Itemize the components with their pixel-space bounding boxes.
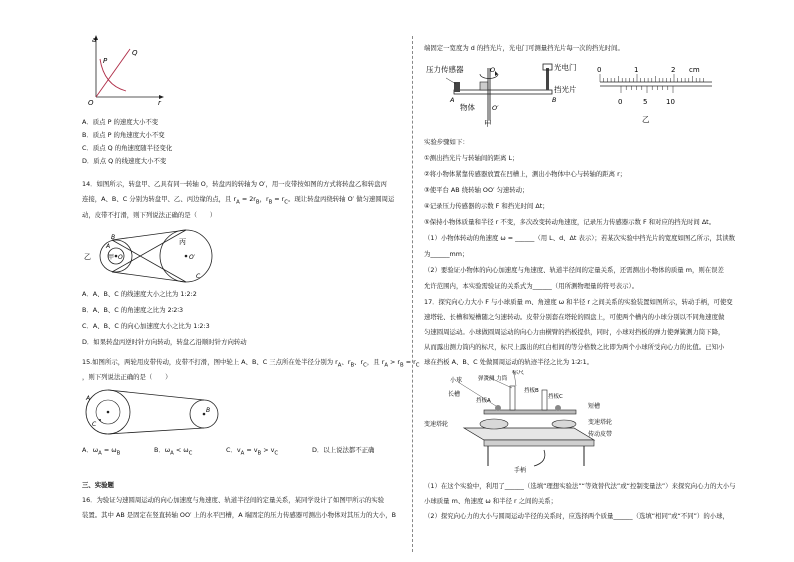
vernier-scale-ticks [621,86,673,93]
label-a: A [450,96,455,104]
label-belt: 传动皮带 [588,431,613,438]
label-jia: 甲 [108,254,115,261]
q14-option-c: C．A、B、C 的向心加速度大小之比为 1:2:3 [82,322,210,330]
main-scale-2: 2 [671,66,676,74]
label-a: A [86,395,91,402]
q15-stem-line2: ，则下列说法正确的是（ ） [82,373,172,381]
q13-option-a: A．质点 P 的速度大小不变 [82,118,159,126]
label-ball: 小球 [450,377,463,384]
label-obj: 物体 [460,103,475,112]
q14-option-b: B．A、B、C 的角速度之比为 2∶2∶3 [82,306,184,314]
x-axis-label: r [158,99,161,107]
vernier-scale-0: 0 [618,98,623,106]
q17-stem-line5: 球在挡板 A、B、C 处做圆周运动的轨迹半径之比为 1∶2∶1。 [424,358,594,366]
label-sensor: 压力传感器 [426,65,464,74]
q16-step-4: ④记录压力传感器的示数 F 和挡光时间 Δt； [424,202,549,210]
q17-stem-line4: 从而露出测力筒内的标尺，标尺上露出的红白相间的等分格数之比即为两个小球所受向心力的比值。已知小 [424,343,725,351]
q16-step-3: ③使平台 AB 绕转轴 OO′ 匀速转动； [424,186,529,194]
q17-stem-line3: 匀速圆周运动。小球做圆周运动的向心力由横臂的挡板提供，同时，小球对挡板的弹力使弹簧测力筒下降， [424,328,725,336]
y-axis-label: a [92,36,97,44]
main-scale-1: 1 [634,66,639,74]
label-yi: 乙 [642,115,650,124]
label-gate: 光电门 [554,63,576,72]
vernier-scale-10: 10 [666,98,675,106]
q16-step-5: ⑤保持小物体质量和半径 r 不变，多次改变转动角速度，记录压力传感器示数 F 和对应的挡光时间 Δt。 [424,218,716,226]
origin-label: O [88,99,94,107]
q16-apparatus-figure [426,58,576,128]
label-blade: 挡光片 [554,85,576,94]
label-yi: 乙 [84,253,91,261]
vernier-scale-5: 5 [643,98,648,106]
main-scale-ticks [600,74,704,82]
label-ruler: 标尺 [512,370,525,376]
q15-option-a: A．$\omega_A = \omega_B$ [82,446,121,457]
q13-option-d: D．质点 Q 的线速度大小不变 [82,157,167,165]
label-a: A [106,243,111,250]
q17-sub1-line1: （1）在这个实验中，利用了______（选填“理想实验法”“等效替代法”或“控制变量法”）来探究向心力的大小与 [424,482,736,490]
q16-sub2-line2: 允许范围内，本实验需验证的关系式为______（用所测物理量的符号表示）。 [424,282,639,290]
main-scale-unit: cm [689,66,700,74]
label-b: B [552,96,557,104]
label-short: 短槽 [588,403,601,410]
q16-step-1: ①测出挡光片与转轴间的距离 L； [424,154,519,162]
label-slot-long: 长槽 [448,391,461,398]
q16-sub2-line1: （2）要验证小物体的向心加速度与角速度、轨道半径间的定量关系，还需测出小物体的质量 m，则在误差 [424,266,724,274]
label-b: B [111,234,116,241]
q17-stem-line1: 17．探究向心力大小 F 与小球质量 m、角速度 ω 和半径 r 之间关系的实验装置如图所示，转动手柄，可使变 [424,298,733,306]
curve-q-label: Q [132,49,138,57]
label-o: O [118,254,123,261]
curve-q-line [96,49,130,97]
label-b: B [206,407,211,414]
q13-option-b: B．质点 P 的角速度大小不变 [82,131,165,139]
label-bing: 丙 [179,238,186,246]
q15-stem-line1: 15.如图所示，两轮用皮带传动，皮带不打滑，图中轮上 A、B、C 三点所在处半径分别为 $r_A$、$r_B$、$r_C$，且 $r_A > r_B = r_C$ [82,358,420,369]
label-c: C [92,421,97,428]
q14-option-a: A．A、B、C 的线速度大小之比为 1:2:2 [82,290,197,298]
q16-sub1-line2: 为______mm； [424,250,469,258]
q15-option-c: C．$v_A = v_B > v_C$ [226,446,279,457]
q17-sub2-line1: （2）探究向心力的大小与圆周运动半径的关系时，应选择两个质量______（选填“相同”或“不同”）的小球， [424,512,729,520]
q14-stem-line3: 动，皮带不打滑，则下列说法正确的是（ ） [82,211,217,219]
q16-stem-line3: 端固定一宽度为 d 的挡光片，光电门可测量挡光片每一次的挡光时间。 [424,44,624,52]
q13-option-c: C．质点 Q 的角速度随半径变化 [82,144,173,152]
q16-steps-title: 实验步骤如下： [424,138,469,146]
label-plate-b: 挡板B [524,388,539,394]
label-o2: O′ [189,254,196,261]
q16-stem-line2: 装置。其中 AB 是固定在竖直转轴 OO′ 上的水平凹槽，A 端固定的压力传感器可测出小物体对其压力的大小，B [82,511,396,519]
a-r-graph [86,33,166,107]
q17-sub1-line2: 小球质量 m、角速度 ω 和半径 r 之间的关系； [424,497,558,505]
curve-p-label: P [103,57,108,65]
label-spring: 弹簧测 力筒 [478,376,508,382]
q16-sub1-line1: （1）小物体转动的角速度 ω = ______（用 L、d、Δt 表示）；若某次实验中挡光片的宽度如图乙所示，其读数 [424,234,736,242]
label-plate-c: 挡板C [548,394,563,400]
q17-apparatus-figure [424,370,624,474]
main-scale-0: 0 [597,66,602,74]
q16-stem-line1: 16．为验证匀速圆周运动的向心加速度与角速度、轨道半径间的定量关系，某同学设计了如图甲所示的实验 [82,496,385,504]
column-divider [412,36,413,552]
q14-stem-line1: 14．如图所示，转盘甲、乙具有同一转轴 O，转盘丙的转轴为 O′，用一皮带按如图的方式将转盘乙和转盘丙 [82,180,387,188]
label-tower-right: 变速塔轮 [588,419,613,426]
q17-stem-line2: 速塔轮、长槽和短槽随之匀速转动。皮带分别套在塔轮的圆盘上，可使两个槽内的小球分别以不同角速度做 [424,313,725,321]
label-jia: 甲 [484,119,492,128]
q14-stem-line2: 连接，A、B、C 分别为转盘甲、乙、丙边缘的点，且 $r_A = 2r_B$，$r_B = r_C$。现让转盘丙绕转轴 O′ 做匀速圆周运 [82,195,395,206]
q16-step-2: ②将小物体紧靠传感器放置在凹槽上，测出小物体中心与转轴的距离 r； [424,170,627,178]
q14-option-d: D．如果转盘丙逆时针方向转动，转盘乙沿顺时针方向转动 [82,338,247,346]
q15-option-b: B．$\omega_A < \omega_C$ [154,446,193,457]
label-plate-a: 挡板A [476,398,491,404]
label-tower-left: 变速塔轮 [424,421,449,428]
q14-figure [82,228,232,286]
section-3-title: 三、实验题 [82,481,114,489]
q15-figure [82,386,232,438]
q15-option-d: D．以上说法都不正确 [312,446,375,454]
q16-vernier-figure [594,60,719,128]
label-c: C [196,273,201,280]
label-o: O [490,66,496,74]
label-o2: O′ [492,104,499,112]
label-handle: 手柄 [514,467,527,474]
